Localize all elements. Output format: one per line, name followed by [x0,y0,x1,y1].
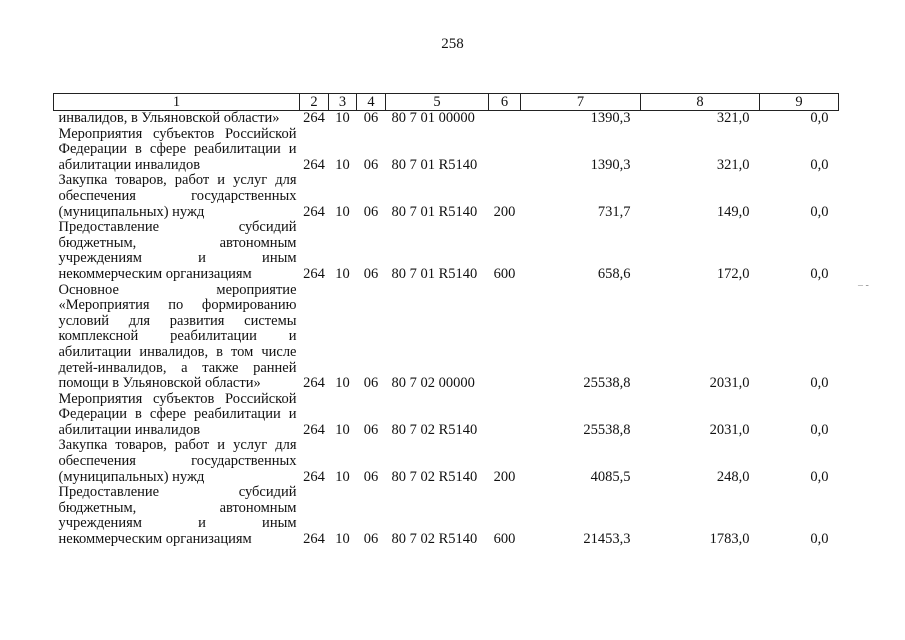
row-amount-cell: 0,0 [810,156,829,173]
header-cell: 2 [300,94,329,111]
row-gov-cell: 264 [303,203,325,220]
row-expense-type-cell: 200 [493,203,516,220]
row-target-code-cell: 80 7 02 00000 [391,375,475,392]
row-target-code-cell: 80 7 02 R5140 [391,468,478,485]
table-row [54,283,839,392]
row-name-cell: Основное мероприятие «Мероприятия по формированию условий для развития системы комплексной реабилитации и абилитации инвалидов, в том числе детей-инвалидов, а также ранней помощи в Ульяновской области» [58,281,297,392]
scan-mark: – - [858,280,869,291]
row-gov-cell: 264 [303,531,325,548]
row-gov-cell: 264 [303,110,325,126]
table-row [54,220,839,282]
row-target-code-cell: 80 7 02 R5140 [391,421,478,438]
row-target-code-cell: 80 7 01 R5140 [391,203,478,220]
row-amount-cell: 0,0 [810,531,829,548]
row-section-cell: 10 [335,203,350,220]
row-amount-cell: 1390,3 [590,156,631,173]
row-amount-cell: 321,0 [716,110,750,126]
row-amount-cell: 25538,8 [583,375,631,392]
row-amount-cell: 172,0 [716,265,750,282]
header-cell: 9 [760,94,839,111]
row-gov-cell: 264 [303,468,325,485]
row-name-cell: Мероприятия субъектов Российской Федерации в сфере реабилитации и абилитации инвалидов [58,125,297,173]
row-expense-type-cell [489,111,521,127]
row-name-cell: инвалидов, в Ульяновской области» [58,110,280,126]
row-target-code-cell: 80 7 01 00000 [391,110,475,126]
row-amount-cell: 0,0 [810,375,829,392]
row-amount-cell: 658,6 [597,265,631,282]
table-row [54,485,839,547]
row-amount-cell: 1783,0 [709,531,750,548]
row-subsection-cell: 06 [363,265,379,282]
header-cell: 1 [54,94,300,111]
row-section-cell: 10 [335,421,350,438]
row-amount-cell: 4085,5 [590,468,631,485]
row-section-cell: 10 [335,468,350,485]
row-gov-cell: 264 [303,265,325,282]
row-amount-cell: 2031,0 [709,375,750,392]
row-target-code-cell: 80 7 01 R5140 [391,156,478,173]
row-name-cell: Закупка товаров, работ и услуг для обеспечения государственных (муниципальных) нужд [58,437,297,485]
row-section-cell: 10 [335,375,350,392]
row-subsection-cell: 06 [363,375,379,392]
row-gov-cell: 264 [303,375,325,392]
table-row [54,438,839,485]
row-section-cell: 10 [335,531,350,548]
row-section-cell: 10 [335,110,350,126]
row-amount-cell: 0,0 [810,203,829,220]
header-cell: 8 [641,94,760,111]
row-target-code-cell: 80 7 01 R5140 [391,265,478,282]
row-expense-type-cell [489,283,521,392]
row-amount-cell: 0,0 [810,468,829,485]
page-number: 258 [441,36,464,52]
table-row [54,392,839,439]
header-cell: 6 [489,94,521,111]
row-subsection-cell: 06 [363,203,379,220]
row-amount-cell: 2031,0 [709,421,750,438]
header-cell: 4 [357,94,386,111]
row-amount-cell: 731,7 [597,203,631,220]
table-header-row [54,94,839,111]
table-row [54,111,839,127]
row-amount-cell: 248,0 [716,468,750,485]
row-gov-cell: 264 [303,156,325,173]
row-amount-cell: 0,0 [810,265,829,282]
row-expense-type-cell [489,392,521,439]
row-amount-cell: 25538,8 [583,421,631,438]
header-cell: 5 [386,94,489,111]
row-gov-cell: 264 [303,421,325,438]
header-cell: 3 [329,94,357,111]
table-row [54,173,839,220]
row-amount-cell: 21453,3 [583,531,631,548]
row-amount-cell: 1390,3 [590,110,631,126]
row-target-code-cell: 80 7 02 R5140 [391,531,478,548]
row-section-cell: 10 [335,156,350,173]
budget-table [53,93,839,548]
row-subsection-cell: 06 [363,156,379,173]
row-name-cell: Мероприятия субъектов Российской Федерации в сфере реабилитации и абилитации инвалидов [58,390,297,438]
row-subsection-cell: 06 [363,468,379,485]
row-expense-type-cell: 600 [493,531,516,548]
header-cell: 7 [521,94,641,111]
table-row [54,127,839,174]
row-name-cell: Закупка товаров, работ и услуг для обеспечения государственных (муниципальных) нужд [58,172,297,220]
row-expense-type-cell: 600 [493,265,516,282]
row-expense-type-cell: 200 [493,468,516,485]
row-section-cell: 10 [335,265,350,282]
row-name-cell: Предоставление субсидий бюджетным, автономным учреждениям и иным некоммерческим организациям [58,219,297,282]
row-amount-cell: 0,0 [810,110,829,126]
row-name-cell: Предоставление субсидий бюджетным, автономным учреждениям и иным некоммерческим организациям [58,484,297,548]
row-subsection-cell: 06 [363,421,379,438]
row-amount-cell: 0,0 [810,421,829,438]
row-subsection-cell: 06 [363,110,379,126]
row-subsection-cell: 06 [363,531,379,548]
row-amount-cell: 149,0 [716,203,750,220]
row-amount-cell: 321,0 [716,156,750,173]
row-expense-type-cell [489,127,521,174]
